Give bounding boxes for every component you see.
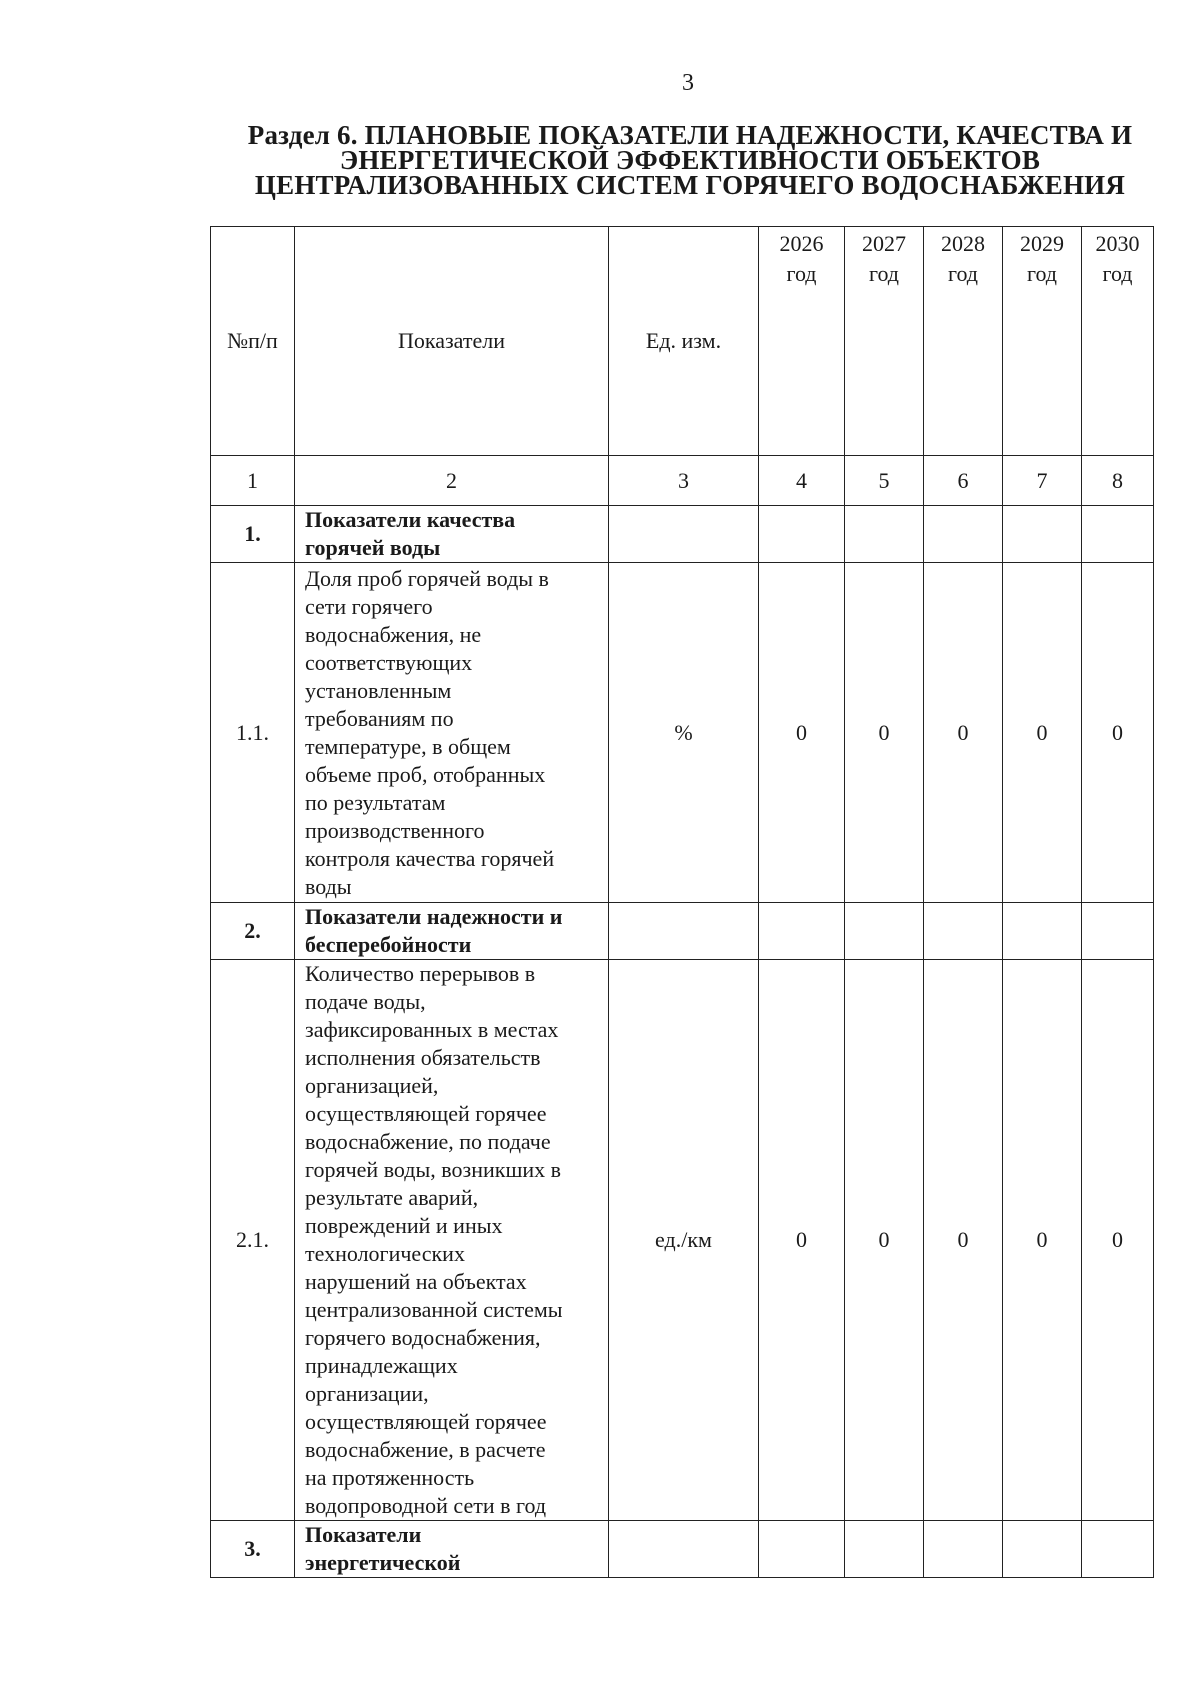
value-cell: 0 [759, 563, 845, 903]
empty-cell [1082, 903, 1154, 960]
description-line: соответствующих [305, 649, 473, 675]
group-number: 1. [211, 506, 295, 563]
column-number: 4 [759, 456, 845, 506]
description-line: повреждений и иных [305, 1213, 503, 1238]
description-line: горячего водоснабжения, [305, 1325, 541, 1350]
description-line: водопроводной сети в год [305, 1493, 547, 1518]
empty-cell [1003, 1521, 1082, 1578]
empty-cell [845, 903, 924, 960]
empty-cell [1082, 1521, 1154, 1578]
description-line: организации, [305, 1381, 429, 1406]
group-title [295, 903, 609, 960]
header-unit: Ед. изм. [609, 227, 759, 456]
column-number: 7 [1003, 456, 1082, 506]
section-title-line: ЦЕНТРАЛИЗОВАННЫХ СИСТЕМ ГОРЯЧЕГО ВОДОСНАБЖЕНИЯ [254, 170, 1126, 200]
group-row-reliability [211, 903, 1154, 960]
description-line: водоснабжения, не [305, 621, 482, 647]
column-number: 2 [295, 456, 609, 506]
year-label: год [947, 261, 979, 286]
header-indicator: Показатели [295, 227, 609, 456]
description-line: результате аварий, [305, 1185, 479, 1210]
column-number-row [211, 456, 1154, 506]
header-row [211, 227, 1154, 456]
header-num: №п/п [211, 227, 295, 456]
year-label: год [1026, 261, 1058, 286]
empty-cell [759, 903, 845, 960]
description-line: централизованной системы [305, 1297, 563, 1322]
indicators-table [210, 226, 1154, 1578]
description-line: исполнения обязательств [305, 1045, 541, 1070]
group-title [295, 1521, 609, 1578]
year-value: 2029 [1020, 231, 1064, 256]
description-line: водоснабжение, в расчете [305, 1437, 546, 1462]
value-cell: 0 [1082, 960, 1154, 1521]
indicator-description [295, 960, 609, 1521]
column-number: 3 [609, 456, 759, 506]
description-line: по результатам [305, 789, 446, 815]
header-year [845, 227, 924, 456]
page-number: 3 [682, 70, 694, 96]
header-year [1003, 227, 1082, 456]
year-label: год [1102, 261, 1133, 286]
row-number: 1.1. [211, 563, 295, 903]
group-title [295, 506, 609, 563]
description-line: горячей воды, возникших в [305, 1157, 562, 1182]
indicator-description [295, 563, 609, 903]
group-title-line: бесперебойности [305, 932, 472, 957]
year-value: 2027 [862, 231, 906, 256]
group-title-line: горячей воды [305, 535, 441, 560]
description-line: объеме проб, отобранных [305, 761, 546, 787]
value-cell: 0 [845, 960, 924, 1521]
header-year [759, 227, 845, 456]
column-number: 6 [924, 456, 1003, 506]
description-line: на протяженность [305, 1465, 475, 1490]
column-number: 5 [845, 456, 924, 506]
group-number: 2. [211, 903, 295, 960]
section-title [210, 120, 1170, 200]
description-line: температуре, в общем [305, 733, 511, 759]
group-title-line: Показатели [305, 1522, 422, 1547]
unit-cell: % [609, 563, 759, 903]
group-title-line: энергетической [305, 1550, 461, 1575]
empty-cell [759, 506, 845, 563]
value-cell: 0 [924, 563, 1003, 903]
description-line: установленным [305, 677, 452, 703]
header-year [1082, 227, 1154, 456]
row-number: 2.1. [211, 960, 295, 1521]
group-row-energy [211, 1521, 1154, 1578]
year-value: 2030 [1095, 231, 1140, 256]
value-cell: 0 [1082, 563, 1154, 903]
empty-cell [609, 903, 759, 960]
description-line: осуществляющей горячее [305, 1101, 547, 1126]
empty-cell [924, 506, 1003, 563]
description-line: зафиксированных в местах [305, 1017, 559, 1042]
indicator-row-1-1 [211, 563, 1154, 903]
empty-cell [845, 1521, 924, 1578]
value-cell: 0 [924, 960, 1003, 1521]
description-line: организацией, [305, 1073, 439, 1098]
value-cell: 0 [1003, 563, 1082, 903]
group-number: 3. [211, 1521, 295, 1578]
year-value: 2026 [779, 231, 824, 256]
value-cell: 0 [759, 960, 845, 1521]
empty-cell [609, 1521, 759, 1578]
description-line: водоснабжение, по подаче [305, 1129, 551, 1154]
description-line: контроля качества горячей [305, 845, 555, 871]
description-line: сети горячего [305, 593, 433, 619]
description-line: технологических [305, 1241, 465, 1266]
value-cell: 0 [845, 563, 924, 903]
column-number: 8 [1082, 456, 1154, 506]
empty-cell [1082, 506, 1154, 563]
group-title-line: Показатели надежности и [305, 904, 563, 929]
unit-cell: ед./км [609, 960, 759, 1521]
description-line: нарушений на объектах [305, 1269, 527, 1294]
description-line: подаче воды, [305, 989, 426, 1014]
empty-cell [924, 1521, 1003, 1578]
year-label: год [786, 261, 817, 286]
empty-cell [845, 506, 924, 563]
group-row-quality [211, 506, 1154, 563]
section-title-line: Раздел 6. ПЛАНОВЫЕ ПОКАЗАТЕЛИ НАДЕЖНОСТИ, КАЧЕСТВА И [247, 120, 1133, 150]
empty-cell [1003, 506, 1082, 563]
header-year [924, 227, 1003, 456]
description-line: производственного [305, 817, 485, 843]
column-number: 1 [211, 456, 295, 506]
section-title-line: ЭНЕРГЕТИЧЕСКОЙ ЭФФЕКТИВНОСТИ ОБЪЕКТОВ [339, 145, 1041, 175]
empty-cell [924, 903, 1003, 960]
empty-cell [759, 1521, 845, 1578]
empty-cell [609, 506, 759, 563]
year-value: 2028 [941, 231, 985, 256]
year-label: год [868, 261, 900, 286]
description-line: принадлежащих [305, 1353, 458, 1378]
empty-cell [1003, 903, 1082, 960]
description-line: осуществляющей горячее [305, 1409, 547, 1434]
group-title-line: Показатели качества [305, 507, 516, 532]
indicator-row-2-1 [211, 960, 1154, 1521]
description-line: Доля проб горячей воды в [305, 565, 549, 591]
description-line: Количество перерывов в [305, 961, 536, 986]
description-line: воды [305, 873, 352, 899]
description-line: требованиям по [305, 705, 454, 731]
value-cell: 0 [1003, 960, 1082, 1521]
